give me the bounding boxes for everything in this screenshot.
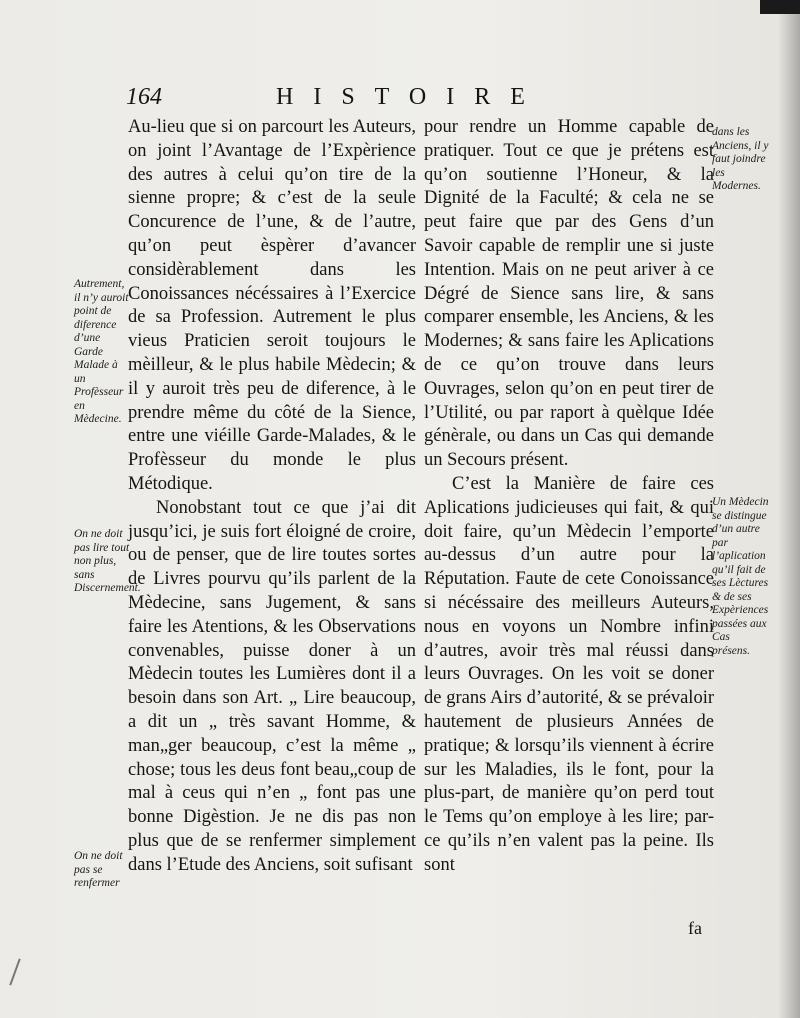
margin-note: Un Mèdecin se distingue d’un autre par l’aplication qu’il fait de ses Lèctures & de ses Expèriences passées aux Cas présens. <box>712 496 769 657</box>
catchword: fa <box>688 918 702 938</box>
margin-note: On ne doit pas se renfermer <box>74 850 123 889</box>
margin-note: On ne doit pas lire tout non plus, sans Discernement. <box>74 528 141 594</box>
paragraph: pour rendre un Homme capable de pratiquer. Tout ce que je prétens est qu’on soutienne l’Honeur, & la Dignité de la Faculté; & cela ne se peut faire que par des Gens d’un Savoir capable de remplir une si juste Intention. Mais on ne peut ariver à ce Dégré de Sience sans lire, & sans comparer ensemble, les Anciens, & les Modernes; & sans faire les Aplications de ce qu’on trouve dans leurs Ouvrages, selon qu’on en peut tirer de l’Utilité, ou par raport à quèlque Idée génèrale, ou dans un Cas qui demande un Secours présent. <box>424 117 714 471</box>
paragraph: C’est la Manière de faire ces Aplications judicieuses qui fait, & qui doit faire, qu’un Mèdecin l’emporte au-dessus d’un autre pour la Réputation. Faute de cete Conoissance si nécéssaire des meilleurs Auteurs, nous en voyons un Nombre infini d’autres, avoir très mal réussi dans leurs Ouvrages. On les voit se doner de grans Airs d’autorité, & se prévaloir hautement de plusieurs Années de pratique; & lorsqu’ils viennent à écrire sur les Maladies, ils le font, pour la plus-part, de manière qu’on perd tout le Tems qu’on employe à les lire; par-ce qu’ils n’en valent pas la peine. Ils sont <box>424 473 714 875</box>
margin-note: Autrement, il n’y auroit point de diference d’une Garde Malade à un Profèsseur en Mèdecine. <box>74 278 129 425</box>
scan-edge <box>760 0 800 14</box>
paragraph: Au-lieu que si on parcourt les Auteurs, on joint l’Avantage de l’Expèrience des autres à celui qu’on tire de la sienne propre; & c’est de la seule Concurence de l’une, & de l’autre, qu’on peut èspèrer d’avancer considèrablement dans les Conoissances nécéssaires à l’Exercice de sa Profession. Autrement le plus vieus Praticien seroit toujours le mèilleur, & le plus habile Mèdecin; & il y auroit très peu de diference, à le prendre même du côté de la Sience, entre une viéille Garde-Malades, & le Profèsseur du monde le plus Métodique. <box>128 117 416 494</box>
right-column <box>424 116 714 878</box>
page-gutter-shadow <box>778 0 800 1018</box>
margin-note: dans les Anciens, il y faut joindre les Modernes. <box>712 126 769 192</box>
pen-mark <box>9 959 20 986</box>
paragraph: Nonobstant tout ce que j’ai dit jusqu’ici, je suis fort éloigné de croire, ou de penser, que de lire toutes sortes de Livres pourvu qu’ils parlent de la Mèdecine, sans Jugement, & sans faire les Atentions, & les Observations convenables, puisse doner à un Mèdecin toutes les Lumières dont il a besoin dans son Art. „ Lire beaucoup, a dit un „ très savant Homme, & man„ger beaucoup, c’est la même „ chose; tous les deus font beau„coup de mal à ceus qui n’en „ font pas une bonne Digèstion. Je ne dis pas non plus que de se renfermer simplement dans l’Etude des Anciens, soit sufisant <box>128 497 416 875</box>
left-column <box>128 116 416 878</box>
page-number: 164 <box>126 84 162 110</box>
running-title: HISTOIRE <box>276 84 545 110</box>
page-header <box>126 84 726 118</box>
